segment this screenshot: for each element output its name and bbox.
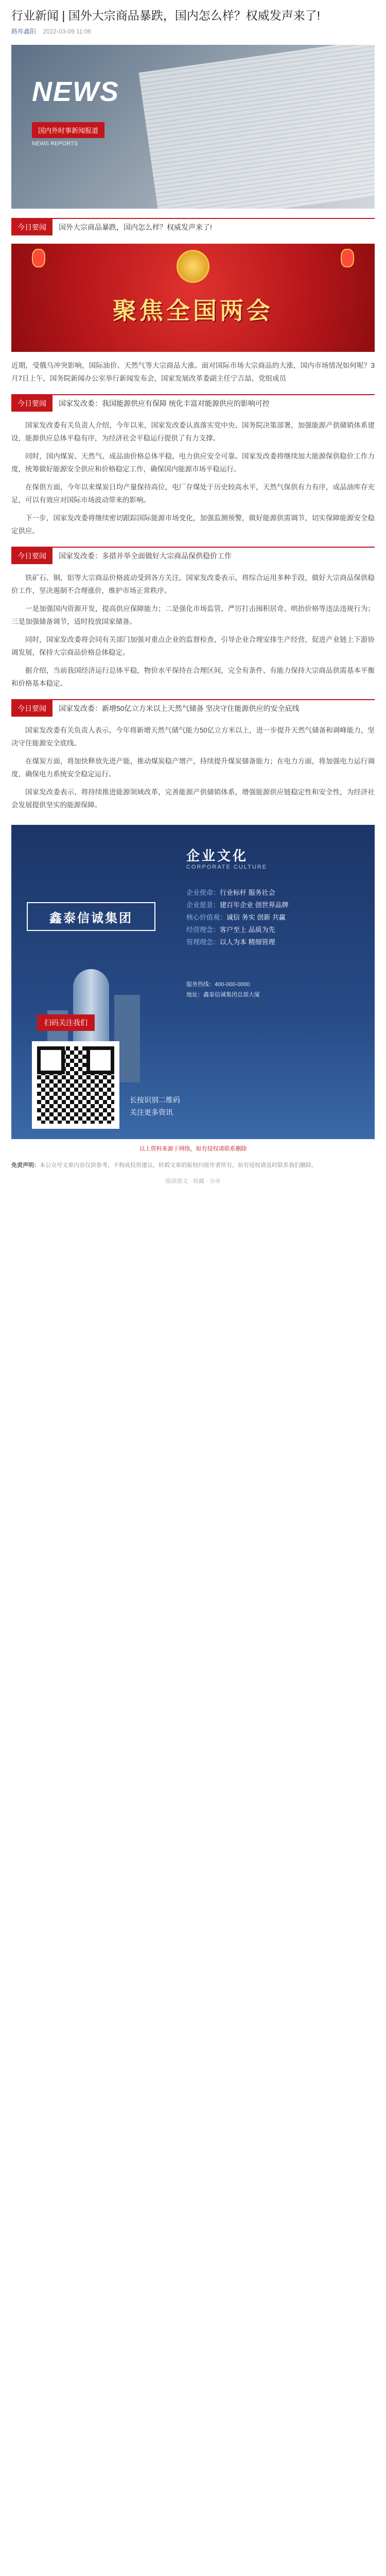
contact-info — [186, 979, 260, 1000]
section-tag: 今日要闻 — [11, 548, 52, 564]
article-title: 行业新闻 | 国外大宗商品暴跌，国内怎么样？权威发声来了! — [11, 9, 321, 22]
author-link[interactable]: 路库鑫阳 — [11, 28, 37, 35]
company-logo: 鑫泰信诚集团 — [27, 902, 155, 931]
footer-links[interactable]: 阅读原文 · 收藏 · 分享 — [165, 1178, 221, 1184]
value-item: 管理理念：以人为本 精细管理 — [186, 938, 275, 946]
lantern-icon — [32, 249, 45, 267]
section-tag: 今日要闻 — [11, 219, 52, 235]
disclaimer-text: 本公众号文章内容仅供参考，不构成投资建议。转载文章的版权归原作者所有，如有侵权请及时联系我们删除。 — [40, 1162, 317, 1168]
section-body — [11, 359, 375, 385]
section-headline: 国家发改委：新增50亿立方米以上天然气储备 坚决守住能源供应的安全底线 — [59, 704, 300, 713]
culture-values — [186, 887, 289, 948]
national-emblem-icon — [177, 250, 209, 283]
scan-text-line: 长按识别二维码 — [130, 1096, 180, 1104]
section-body — [11, 724, 375, 811]
section-tag: 今日要闻 — [11, 700, 52, 717]
paragraph: 下一步，国家发改委将继续密切跟踪国际能源市场变化，加强监测预警，做好能源供需调节，切实保障能源安全稳定供应。 — [11, 514, 375, 535]
section-header — [11, 218, 375, 235]
value-item: 核心价值观：诚信 务实 创新 共赢 — [186, 913, 286, 921]
value-item: 企业使命：行业标杆 服务社会 — [186, 889, 275, 896]
section-header — [11, 699, 375, 717]
value-item: 企业愿景：建百年企业 创世界品牌 — [186, 901, 289, 909]
article-header — [0, 0, 386, 39]
section-headline: 国外大宗商品暴跌，国内怎么样？权威发声来了! — [59, 223, 212, 231]
hero-news-word: NEWS — [32, 76, 119, 107]
section-body — [11, 571, 375, 690]
contact-line: 地址：鑫泰信诚集团总部大厦 — [186, 992, 260, 998]
section-body — [11, 419, 375, 537]
two-sessions-banner — [11, 244, 375, 352]
value-item: 经营理念：客户至上 品质为先 — [186, 926, 275, 934]
paragraph: 一是加强国内资源开发，提高供应保障能力；二是强化市场监管，严厉打击囤积居奇、哄抬价格等违法违规行为；三是加强储备调节，适时投放国家储备。 — [11, 605, 375, 625]
scan-text-line: 关注更多资讯 — [130, 1108, 173, 1116]
paragraph: 据介绍，当前我国经济运行总体平稳，物价水平保持在合理区间，完全有条件、有能力保持大宗商品供需基本平衡和价格基本稳定。 — [11, 667, 375, 687]
section-headline: 国家发改委：我国能源供应有保障 统化丰富对能源供应的影响可控 — [59, 399, 270, 408]
article-meta — [11, 27, 375, 36]
section-header — [11, 394, 375, 412]
paragraph: 在煤炭方面，将加快释放先进产能，推动煤炭稳产增产，持续提升煤炭储备能力；在电力方面，将加强电力运行调度，确保电力系统安全稳定运行。 — [11, 757, 375, 778]
paragraph: 国家发改委有关负责人介绍，今年以来，国家发改委认真落实党中央、国务院决策部署，加强能源产供储销体系建设，能源供应总体平稳有序，为经济社会平稳运行提供了有力支撑。 — [11, 421, 375, 442]
hero-news-image — [11, 45, 375, 209]
paragraph: 国家发改委有关负责人表示，今年将新增天然气储气能力50亿立方米以上，进一步提升天然气储备和调峰能力，坚决守住能源安全底线。 — [11, 726, 375, 747]
culture-title: 企业文化 — [186, 848, 249, 863]
paragraph: 国家发改委表示，将持续推进能源领域改革，完善能源产供储销体系，增强能源供应链稳定性和安全性，为经济社会发展提供坚实的能源保障。 — [11, 788, 375, 809]
banner-text: 聚焦全国两会 — [113, 298, 273, 324]
paragraph: 同时，国内煤炭、天然气、成品油价格总体平稳，电力供应安全可靠。国家发改委将继续加大能源保供稳价工作力度，统筹做好能源安全供应和价格稳定工作，确保国内能源市场平稳运行。 — [11, 452, 375, 473]
qr-code[interactable] — [32, 1041, 119, 1129]
paragraph: 同时，国家发改委将会同有关部门加强对重点企业的监督检查，引导企业合理安排生产经营，促进产业链上下游协调发展，保持大宗商品价格总体稳定。 — [11, 636, 375, 656]
contact-line: 服务热线：400-000-0000 — [186, 981, 250, 988]
hero-sub: NEWS REPORTS — [32, 141, 78, 147]
qr-code-icon — [37, 1046, 114, 1124]
section-headline: 国家发改委：多措并举全面做好大宗商品保供稳价工作 — [59, 552, 232, 560]
disclaimer-label: 免责声明： — [11, 1162, 40, 1168]
publish-date: 2022-03-09 11:06 — [43, 28, 92, 35]
paragraph: 近期，受俄乌冲突影响，国际油价、天然气等大宗商品大涨。面对国际市场大宗商品的大涨，国内市场情况如何呢？3月7日上午，国务院新闻办公室举行新闻发布会，国家发展改革委副主任宁吉喆、党组成员 — [11, 362, 375, 382]
paragraph: 在保供方面，今年以来煤炭日均产量保持高位，电厂存煤处于历史较高水平，天然气保供有力有序，成品油库存充足，可以有效应对国际市场波动带来的影响。 — [11, 483, 375, 504]
scan-instructions — [130, 1094, 180, 1118]
section-header — [11, 547, 375, 564]
disclaimer — [11, 1161, 375, 1171]
paragraph: 铁矿石、铜、铝等大宗商品价格波动受到各方关注。国家发改委表示，将综合运用多种手段，做好大宗商品保供稳价工作，坚决遏制不合理涨价，维护市场正常秩序。 — [11, 574, 375, 595]
source-caption: 以上资料来源于网络，如有侵权请联系删除 — [139, 1146, 247, 1152]
lantern-icon — [341, 249, 354, 267]
section-tag: 今日要闻 — [11, 395, 52, 412]
hero-label: 国内外时事新闻报道 — [32, 122, 104, 138]
qr-label: 扫码关注我们 — [37, 1014, 95, 1031]
culture-subtitle: CORPORATE CULTURE — [186, 864, 268, 870]
newspaper-graphic — [138, 45, 375, 209]
corporate-culture-card — [11, 825, 375, 1139]
